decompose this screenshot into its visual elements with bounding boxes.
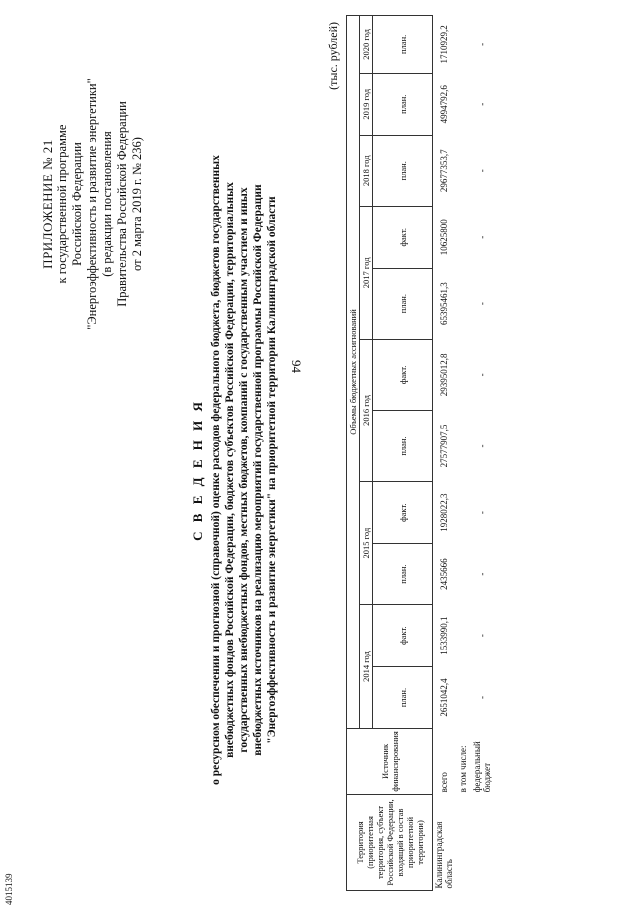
annex-line: Правительства Российской Федерации (115, 101, 129, 307)
value-cell (455, 206, 471, 268)
value-cell: - (477, 511, 487, 515)
title-line: внебюджетных источников на реализацию мероприятий государственной программы Российской Федерации (252, 184, 264, 756)
footer-code: 4015139 (4, 873, 14, 905)
value-cell (455, 16, 471, 74)
value-cell (455, 482, 471, 544)
territory-cell (455, 794, 471, 890)
territory-cell: Калининградская область (434, 821, 454, 889)
plan-header: план. (373, 135, 433, 206)
title-line: государственных внебюджетных фондов, местных бюджетов, компаний с государственным участием и иных (238, 187, 250, 753)
title-line: о ресурсном обеспечении и прогнозной (справочной) оценке расходов федерального бюджета, бюджетов государственных (210, 155, 222, 785)
value-cell (455, 135, 471, 206)
value-cell: 29677353,7 (439, 149, 449, 193)
value-cell (455, 410, 471, 481)
value-cell: - (477, 102, 487, 106)
year-header: 2018 год (360, 135, 373, 206)
value-cell: - (477, 235, 487, 239)
fact-header: факт. (373, 206, 433, 268)
source-cell: в том числе: (458, 745, 468, 793)
value-cell: - (477, 696, 487, 700)
title-heading: С В Е Д Е Н И Я (190, 399, 205, 541)
value-cell: - (477, 634, 487, 638)
value-cell: 2651042,4 (439, 678, 449, 717)
plan-header: план. (373, 16, 433, 74)
col-territory-header: Территория (приоритетная территория, субъект Российской Федерации, входящий в состав приоритетной территории) (347, 794, 433, 890)
units-label: (тыс. рублей) (326, 22, 340, 90)
page-number: 94 (289, 360, 304, 373)
fact-header: факт. (373, 339, 433, 410)
year-header: 2019 год (360, 73, 373, 135)
source-cell: всего (439, 772, 449, 793)
year-header: 2016 год (360, 339, 373, 481)
fact-header: факт. (373, 482, 433, 544)
annex-line: от 2 марта 2019 г. № 236) (130, 137, 144, 271)
table-row (455, 16, 471, 891)
value-cell: - (477, 169, 487, 173)
annex-line: (в редакции постановления (100, 131, 114, 277)
territory-cell (471, 794, 493, 890)
budget-table (346, 15, 493, 891)
value-cell: 65395461,3 (439, 282, 449, 326)
value-cell: - (477, 42, 487, 46)
fact-header: факт. (373, 605, 433, 667)
source-cell: федеральный бюджет (472, 741, 492, 793)
value-cell (455, 605, 471, 667)
table-row (471, 16, 493, 891)
value-cell: 1710929,2 (439, 25, 449, 64)
plan-header: план. (373, 410, 433, 481)
value-cell: - (477, 572, 487, 576)
value-cell (455, 73, 471, 135)
value-cell: 10625800 (439, 219, 449, 256)
annex-line: Российской Федерации (70, 142, 84, 266)
title-line: "Энергоэффективность и развитие энергетики" на приоритетной территории Калининградской области (266, 196, 278, 744)
header-row (347, 16, 360, 891)
table-row (433, 16, 456, 891)
value-cell: - (477, 373, 487, 377)
value-cell: 29395012,8 (439, 353, 449, 397)
year-header: 2017 год (360, 206, 373, 339)
document-title (190, 75, 279, 865)
plan-header: план. (373, 544, 433, 605)
value-cell (455, 268, 471, 339)
plan-header: план. (373, 667, 433, 729)
value-cell: - (477, 444, 487, 448)
year-header: 2020 год (360, 16, 373, 74)
value-cell: 1928022,3 (439, 493, 449, 532)
value-cell: 2435666 (439, 558, 449, 590)
value-cell (455, 667, 471, 729)
value-cell (455, 544, 471, 605)
annex-block (40, 24, 145, 384)
year-header: 2015 год (360, 482, 373, 605)
plan-header: план. (373, 73, 433, 135)
annex-line: к государственной программе (55, 124, 69, 284)
col-source-header: Источник финансирования (347, 728, 433, 794)
value-cell: - (477, 302, 487, 306)
value-cell (455, 339, 471, 410)
annex-number: ПРИЛОЖЕНИЕ № 21 (40, 139, 55, 269)
annex-line: "Энергоэффективность и развитие энергетики" (85, 78, 99, 330)
value-cell: 1533990,1 (439, 616, 449, 655)
group-header: Объемы бюджетных ассигнований (347, 16, 360, 729)
value-cell: 4994792,6 (439, 85, 449, 124)
value-cell: 27577907,5 (439, 424, 449, 468)
plan-header: план. (373, 268, 433, 339)
title-line: внебюджетных фондов Российской Федерации, бюджетов субъектов Российской Федерации, территориальных (224, 182, 236, 758)
year-header: 2014 год (360, 605, 373, 729)
